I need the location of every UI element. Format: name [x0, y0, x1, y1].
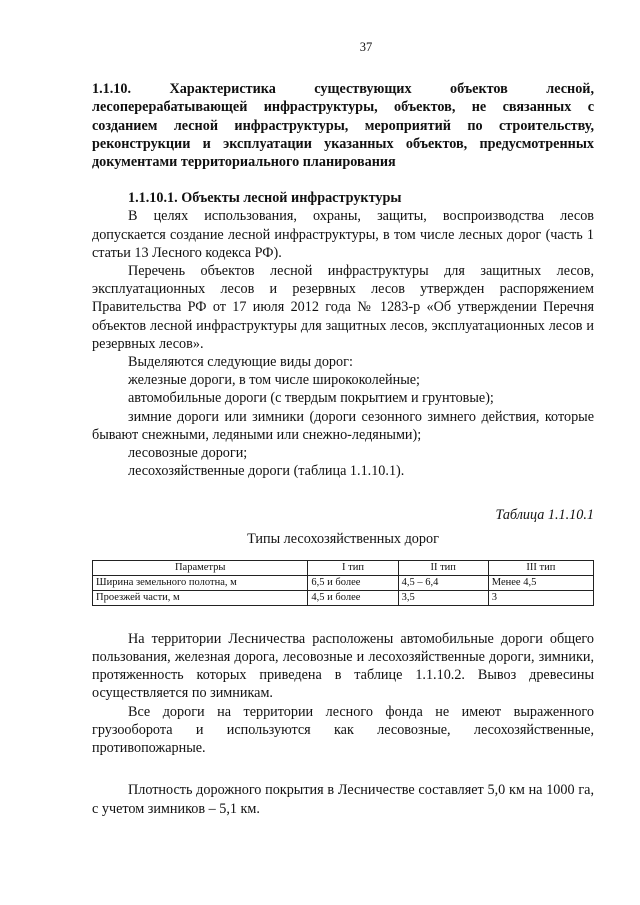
table-cell: Проезжей части, м — [93, 590, 308, 605]
table-header-cell: II тип — [398, 560, 488, 575]
paragraph: На территории Лесничества расположены автомобильные дороги общего пользования, железная дорога, лесовозные и лесохозяйственные дороги, зимники, протяженность которых приведена в таблице 1.1.10.2. Вывоз древесины осуществляется по зимникам. — [92, 630, 594, 702]
table-cell: 3 — [488, 590, 593, 605]
table-header-cell: III тип — [488, 560, 593, 575]
section-heading — [92, 80, 594, 171]
page-number: 37 — [359, 40, 373, 54]
paragraph: В целях использования, охраны, защиты, воспроизводства лесов допускается создание лесной инфраструктуры, в том числе лесных дорог (часть 1 статьи 13 Лесного кодекса РФ). — [92, 208, 594, 261]
section-number: 1.1.10. — [92, 81, 132, 98]
table-title: Типы лесохозяйственных дорог — [247, 530, 439, 547]
table-row — [93, 575, 594, 590]
table-cell: 6,5 и более — [308, 575, 398, 590]
table-header-cell: Параметры — [93, 560, 308, 575]
paragraph: Все дороги на территории лесного фонда не имеют выраженного грузооборота и используются как лесовозные, лесохозяйственные, противопожарные. — [92, 703, 594, 757]
table-label: Таблица 1.1.10.1 — [495, 507, 594, 524]
paragraph-density: Плотность дорожного покрытия в Лесничестве составляет 5,0 км на 1000 га, с учетом зимников – 5,1 км. — [92, 782, 594, 817]
table-cell: 3,5 — [398, 590, 488, 605]
road-type-item: автомобильные дороги (с твердым покрытием и грунтовые); — [128, 390, 494, 407]
table-cell: Менее 4,5 — [488, 575, 593, 590]
table-row — [93, 590, 594, 605]
table-header-row — [93, 560, 594, 575]
table-header-cell: I тип — [308, 560, 398, 575]
road-type-item: лесохозяйственные дороги (таблица 1.1.10.1). — [128, 463, 405, 480]
table-cell: 4,5 – 6,4 — [398, 575, 488, 590]
road-type-item: железные дороги, в том числе ширококолейные; — [128, 372, 420, 389]
section-title: Характеристика существующих объектов лесной, лесоперерабатывающей инфраструктуры, объектов, не связанных с созданием лесной инфраструктуры, мероприятий по строительству, реконструкции и эксплуатации указанных объектов, предусмотренных документами территориального планирования — [92, 81, 595, 171]
paragraph: Выделяются следующие виды дорог: — [128, 354, 353, 371]
paragraph: Перечень объектов лесной инфраструктуры для защитных лесов, эксплуатационных лесов и резервных лесов утвержден распоряжением Правительства РФ от 17 июля 2012 года № 1283-р «Об утверждении Перечня объектов лесной инфраструктуры для защитных лесов, эксплуатационных лесов и резервных лесов». — [92, 263, 594, 352]
road-type-item: лесовозные дороги; — [128, 445, 248, 462]
road-type-item: зимние дороги или зимники (дороги сезонного зимнего действия, которые бывают снежными, ледяными или снежно-ледяными); — [92, 408, 594, 443]
subsection-heading: 1.1.10.1. Объекты лесной инфраструктуры — [128, 190, 402, 207]
table-cell: Ширина земельного полотна, м — [93, 575, 308, 590]
road-types-table — [92, 560, 594, 606]
table-cell: 4,5 и более — [308, 590, 398, 605]
